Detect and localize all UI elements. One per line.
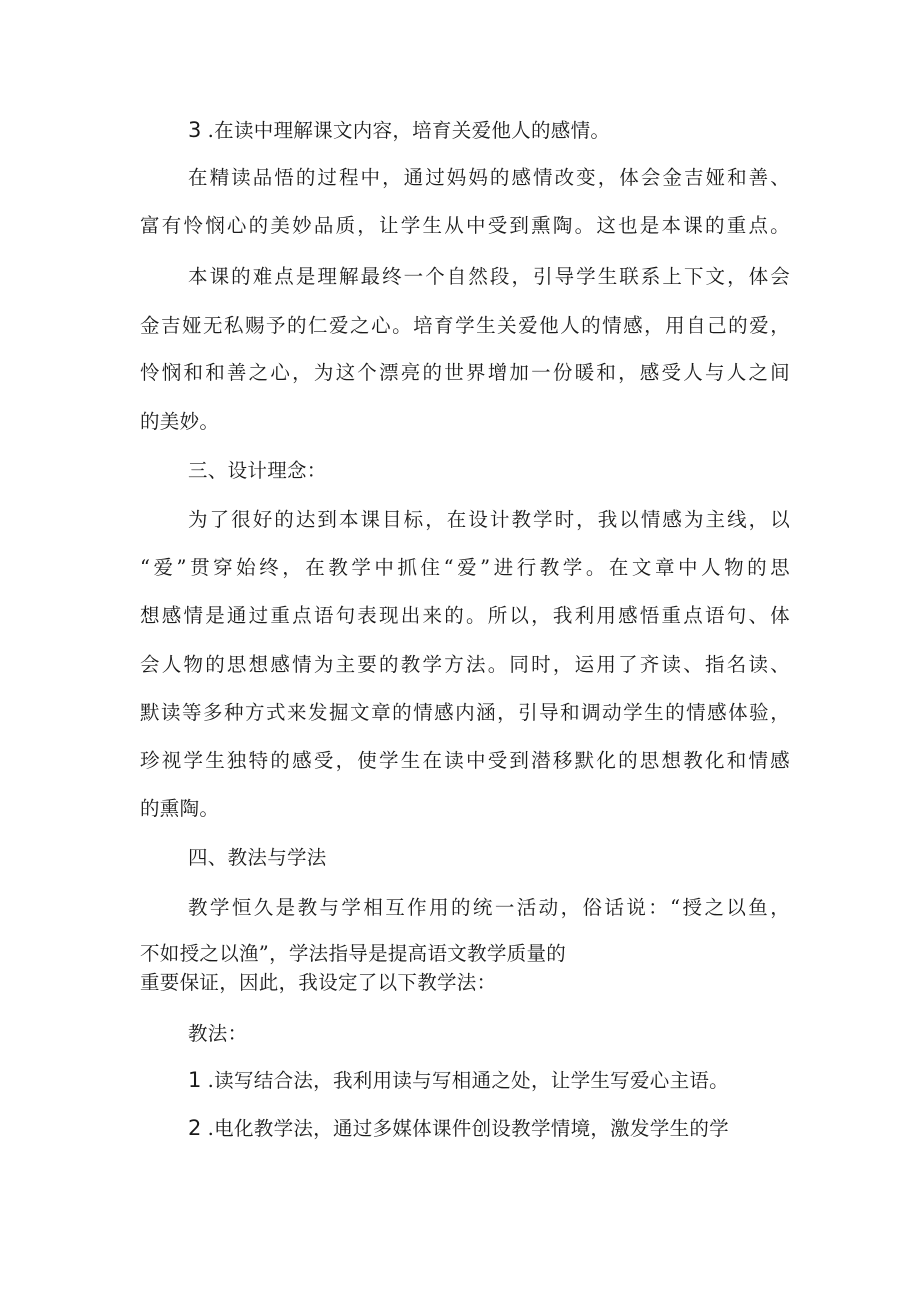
list-item-2 xyxy=(188,1116,790,1141)
paragraph-line: 不如授之以渔”，学法指导是提高语文教学质量的 xyxy=(140,942,567,965)
subheading: 教法： xyxy=(188,1022,248,1045)
paragraph-line: 珍视学生独特的感受，使学生在读中受到潜移默化的思想教化和情感 xyxy=(140,749,790,772)
paragraph-line: 的熏陶。 xyxy=(140,797,220,820)
paragraph-line: 会人物的思想感情为主要的教学方法。同时，运用了齐读、指名读、 xyxy=(140,653,790,676)
paragraph-line: 重要保证，因此，我设定了以下教学法： xyxy=(140,971,497,994)
paragraph-line: 默读等多种方式来发掘文章的情感内涵，引导和调动学生的情感体验， xyxy=(140,701,790,724)
paragraph-line: 富有怜悯心的美妙品质，让学生从中受到熏陶。这也是本课的重点。 xyxy=(140,214,790,237)
paragraph-line: 在精读品悟的过程中，通过妈妈的感情改变，体会金吉娅和善、 xyxy=(188,166,790,189)
list-text: .电化教学法，通过多媒体课件创设教学情境，激发学生的学 xyxy=(207,1117,729,1140)
paragraph-line: 怜悯和和善之心，为这个漂亮的世界增加一份暖和，感受人与人之间 xyxy=(140,361,790,384)
list-text: .读写结合法，我利用读与写相通之处，让学生写爱心主语。 xyxy=(207,1069,729,1092)
paragraph-line: 为了很好的达到本课目标，在设计教学时，我以情感为主线，以 xyxy=(188,508,790,531)
paragraph-line: 教学恒久是教与学相互作用的统一活动，俗话说：“授之以鱼， xyxy=(188,896,790,919)
paragraph-line: 本课的难点是理解最终一个自然段，引导学生联系上下文，体会 xyxy=(188,265,790,288)
list-text: .在读中理解课文内容，培育关爱他人的感情。 xyxy=(207,119,611,142)
section-heading: 三、设计理念： xyxy=(188,459,327,482)
list-item-1 xyxy=(188,1068,790,1093)
paragraph-line: 想感情是通过重点语句表现出来的。所以，我利用感悟重点语句、体 xyxy=(140,604,790,627)
section-heading: 四、教法与学法 xyxy=(188,846,327,869)
list-number: 3 xyxy=(188,118,202,142)
paragraph-line: 的美妙。 xyxy=(140,410,220,433)
list-item-3 xyxy=(188,118,790,143)
list-number: 2 xyxy=(188,1116,202,1140)
paragraph-line: 金吉娅无私赐予的仁爱之心。培育学生关爱他人的情感，用自己的爱， xyxy=(140,314,790,337)
paragraph-line: “爱”贯穿始终，在教学中抓住“爱”进行教学。在文章中人物的思 xyxy=(140,556,790,579)
list-number: 1 xyxy=(188,1068,202,1092)
